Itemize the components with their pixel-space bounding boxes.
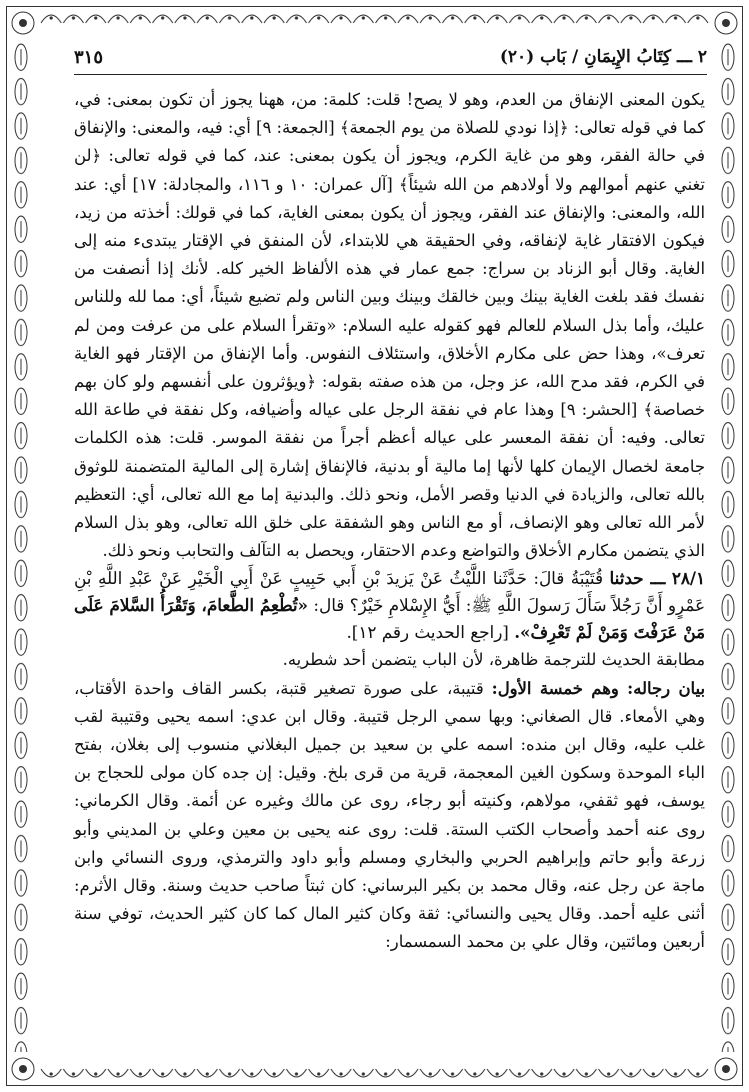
running-header <box>74 40 707 74</box>
ornamental-border-bottom <box>40 1067 709 1085</box>
narrators-text: قتيبة، على صورة تصغير قتبة، بكسر القاف واحدة الأقتاب، وهي الأمعاء. قال الصغاني: وبها سمي الرجل قتيبة. وقال ابن عدي: اسمه يحيى وقتيبة لقب غلب عليه، وقال ابن منده: اسمه علي بن سعيد بن جميل البغلاني منسوب إلى بغلان، بفتح الباء الموحدة وسكون الغين المعجمة، قرية من قرى بلخ. وقيل: إن جده كان مولى للحجاج بن يوسف، فهو ثقفي، مولاهم، وكنيته أبو رجاء، روى عن مالك وغيره عن أئمة. وقال الكرماني: روى عنه أحمد وأصحاب الكتب الستة. قلت: روى عنه يحيى بن معين وعلي بن المديني وأبو زرعة وأبو حاتم وإبراهيم الحربي والبخاري ومسلم وأبو داود والترمذي، وروى النسائي وابن ماجة عن رجل عنه، وقال محمد بن بكير البرساني: كان ثبتاً صاحب حديث وسنة. وقال الأثرم: أثنى عليه أحمد. وقال يحيى والنسائي: ثقة وكان كثير المال كما كان كثير الحديث، توفي سنة أربعين ومائتين، وقال علي بن محمد السمسمار: <box>74 678 705 952</box>
hadith-matn: «تُطْعِمُ الطَّعامَ، وَتَقْرَأُ السَّلامَ عَلَى مَنْ عَرَفْتَ وَمَنْ لَمْ تَعْرِفْ». <box>74 595 705 643</box>
page-number: ٣١٥ <box>74 46 104 68</box>
hadith-text <box>74 565 705 646</box>
commentary-paragraph: يكون المعنى الإنفاق من العدم، وهو لا يصح! قلت: كلمة: من، ههنا يجوز أن تكون بمعنى: في، كما في قوله تعالى: ﴿إذا نودي للصلاة من يوم الجمعة﴾ [الجمعة: ٩] أي: فيه، والمعنى: والإنفاق في حالة الفقر، وهو من غاية الكرم، ويجوز أن يكون بمعنى: عند، كما في قوله تعالى: ﴿لن تغني عنهم أموالهم ولا أولادهم من الله شيئاً﴾ [آل عمران: ١٠ و ١١٦، والمجادلة: ١٧] أي: عند الله، والمعنى: والإنفاق عند الفقر، ويجوز أن يكون بمعنى الغاية، كما في قولك: أخذته من زيد، فيكون الافتقار غاية لإنفاقه، وفي الحقيقة هي للابتداء، لأن المنفق في الإقتار يبتدىء منه إلى الغاية. وقال أبو الزناد بن سراج: جمع عمار في هذه الألفاظ الخير كله. لأنك إذا أنصفت من نفسك فقد بلغت الغاية بينك وبين خالقك وبينك وبين الناس ولم تضيع شيئاً، أي: مما لله وللناس عليك، وأما بذل السلام للعالم فهو كقوله عليه السلام: «وتقرأ السلام على من عرفت ومن لم تعرف»، وهذا حض على مكارم الأخلاق، واستئلاف النفوس. وأما الإنفاق من الإقتار فهو الغاية في الكرم، فقد مدح الله، عز وجل، من هذه صفته بقوله: ﴿ويؤثرون على أنفسهم ولو كان بهم خصاصة﴾ [الحشر: ٩] وهذا عام في نفقة الرجل على عياله وأضيافه، وكل نفقة في طاعة الله تعالى. وفيه: أن نفقة المعسر على عياله أعظم أجراً من نفقة الموسر. قلت: هذه الكلمات جامعة لخصال الإيمان كلها لأنها إما مالية أو بدنية، فالإنفاق إشارة إلى المالية المتضمنة للوثوق بالله تعالى، والزيادة في الدنيا وقصر الأمل، ونحو ذلك. والبدنية إما مع الله تعالى، أي: التعظيم لأمر الله تعالى وهو الإنصاف، أو مع الناس وهو الشفقة على خلق الله تعالى، وهو بذل السلام الذي يتضمن مكارم الأخلاق والتواضع وعدم الاحتقار، ويحصل به التآلف والتحابب ونحو ذلك. <box>74 90 705 561</box>
matching-note: مطابقة الحديث للترجمة ظاهرة، لأن الباب يتضمن أحد شطريه. <box>282 650 705 670</box>
corner-ornament-icon <box>6 6 40 40</box>
hadith-reference: [راجع الحديث رقم ١٢]. <box>346 622 515 643</box>
hadith-isnad: قُتَيْبَةُ قالَ: حَدَّثَنا اللَّيْثُ عَنْ يَزيدَ بْنِ أَبي حَبِيبٍ عَنْ أَبِي الْخَيْرِ عَنْ عَبْدِ اللَّهِ بْنِ عَمْرٍو أَنَّ رَجُلاً سَأَلَ رَسولَ اللَّهِ ﷺ: أَيُّ الإِسْلامِ خَيْرٌ؟ قال: <box>74 568 705 616</box>
page-body <box>74 86 705 1052</box>
hadith-label: ـــ حدثنا <box>609 568 666 589</box>
narrators-heading: بيان رجاله: وهم خمسة الأول: <box>491 678 706 698</box>
ornamental-border-top <box>40 7 709 25</box>
hadith-number: ٢٨/١ <box>671 568 705 589</box>
header-divider <box>74 74 707 75</box>
corner-ornament-icon <box>709 1052 743 1086</box>
ornamental-border-left <box>7 40 35 1052</box>
ornamental-border-right <box>714 40 742 1052</box>
corner-ornament-icon <box>6 1052 40 1086</box>
narrators-section <box>74 675 705 957</box>
chapter-title: ٢ ـــ كِتَابُ الإِيمَانِ / بَاب (٢٠) <box>499 47 707 67</box>
corner-ornament-icon <box>709 6 743 40</box>
